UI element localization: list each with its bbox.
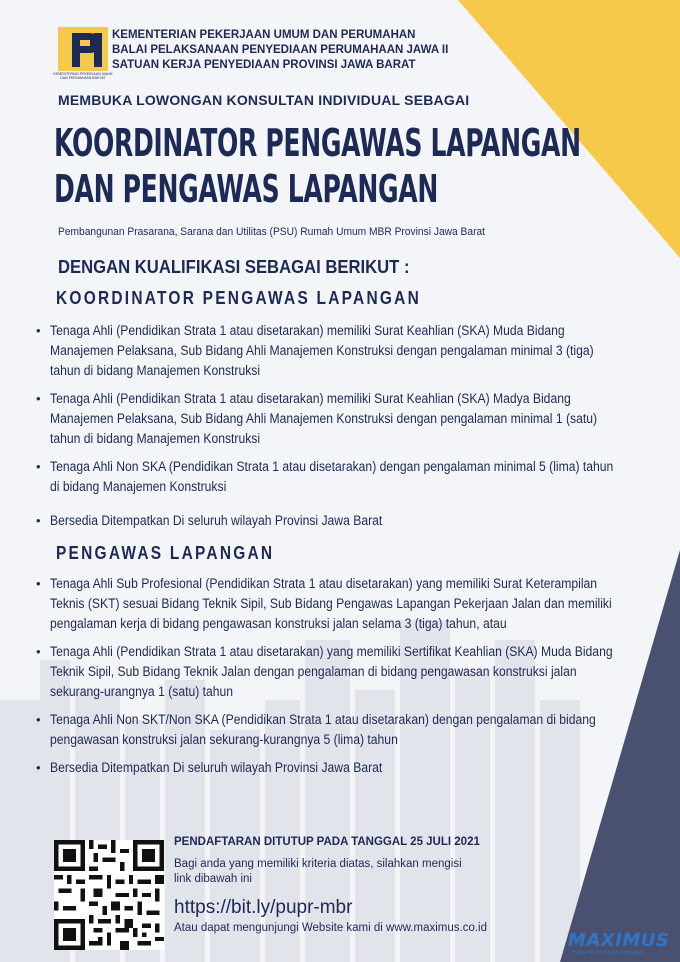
list-item: • Tenaga Ahli Non SKA (Pendidikan Strata 1 atau disetarakan) dengan pengalaman minimal 5 (lima) tahun di bidang Manajemen Konstruksi: [36, 457, 656, 497]
website-text: Atau dapat mengunjungi Website kami di www.maximus.co.id: [174, 922, 487, 934]
info-text: [174, 857, 524, 887]
section-title-pengawas: PENGAWAS LAPANGAN: [56, 543, 275, 563]
title-line-2: DAN PENGAWAS LAPANGAN: [54, 167, 438, 211]
list-item: • Tenaga Ahli (Pendidikan Strata 1 atau disetarakan) memiliki Surat Keahlian (SKA) Madya Bidang Manajemen Pelaksana, Sub Bidang Ahli Manajemen Konstruksi dengan pengalaman minimal 1 (satu) tahun di bidang Manajemen Konstruksi: [36, 389, 656, 449]
org-line-2: BALAI PELAKSANAAN PENYEDIAAN PERUMAHAAN JAWA II: [112, 44, 449, 56]
brand-tagline: Human Performance Consultant: [572, 950, 644, 956]
qr-code-icon: [54, 840, 164, 950]
info-line-1: Bagi anda yang memiliki kriteria diatas, silahkan mengisi: [174, 858, 462, 870]
maximus-logo: MAXIMUS: [568, 930, 670, 951]
list-item: • Tenaga Ahli Non SKT/Non SKA (Pendidikan Strata 1 atau disetarakan) dengan pengalaman di bidang pengawasan konstruksi jalan sekurang-kurangnya 5 (lima) tahun: [36, 710, 656, 750]
section-title-koordinator: KOORDINATOR PENGAWAS LAPANGAN: [56, 288, 422, 308]
list-item: • Bersedia Ditempatkan Di seluruh wilayah Provinsi Jawa Barat: [36, 511, 656, 531]
list-item: • Bersedia Ditempatkan Di seluruh wilayah Provinsi Jawa Barat: [36, 758, 656, 778]
list-item: • Tenaga Ahli Sub Profesional (Pendidikan Strata 1 atau disetarakan) yang memiliki Surat Keterampilan Teknis (SKT) sesuai Bidang Teknik Sipil, Sub Bidang Pengawas Lapangan Pekerjaan Jalan dan memiliki pengalaman kerja di bidang pengawasan konstruksi jalan selama 3 (tiga) tahun, atau: [36, 574, 656, 634]
organization-block: [112, 28, 448, 73]
closing-date: PENDAFTARAN DITUTUP PADA TANGGAL 25 JULI 2021: [174, 836, 480, 848]
list-item: • Tenaga Ahli (Pendidikan Strata 1 atau disetarakan) memiliki Surat Keahlian (SKA) Muda Bidang Manajemen Pelaksana, Sub Bidang Ahli Manajemen Konstruksi dengan pengalaman minimal 3 (tiga) tahun di bidang Manajemen Konstruksi: [36, 321, 656, 381]
subtitle: Pembangunan Prasarana, Sarana dan Utilitas (PSU) Rumah Umum MBR Provinsi Jawa Barat: [58, 226, 486, 238]
org-line-1: KEMENTERIAN PEKERJAAN UMUM DAN PERUMAHAN: [112, 29, 416, 41]
requirements-list-koordinator: [36, 321, 656, 531]
org-line-3: SATUAN KERJA PENYEDIAAN PROVINSI JAWA BARAT: [112, 59, 416, 71]
qualification-heading: DENGAN KUALIFIKASI SEBAGAI BERIKUT :: [58, 256, 410, 277]
list-item: • Tenaga Ahli (Pendidikan Strata 1 atau disetarakan) yang memiliki Sertifikat Keahlian (SKA) Muda Bidang Teknik Sipil, Sub Bidang Teknik Jalan dengan pengalaman di bidang pengawasan konstruksi jalan sekurang-urangnya 1 (satu) tahun: [36, 642, 656, 702]
registration-link[interactable]: https://bit.ly/pupr-mbr: [174, 897, 353, 918]
info-line-2: link dibawah ini: [174, 873, 252, 885]
main-title: [54, 120, 581, 212]
title-line-1: KOORDINATOR PENGAWAS LAPANGAN: [54, 121, 581, 165]
requirements-list-pengawas: [36, 574, 656, 778]
logo-caption: KEMENTERIAN PEKERJAAN UMUM DAN PERUMAHAN RAKYAT: [53, 72, 113, 80]
intro-text: MEMBUKA LOWONGAN KONSULTAN INDIVIDUAL SEBAGAI: [58, 92, 470, 108]
